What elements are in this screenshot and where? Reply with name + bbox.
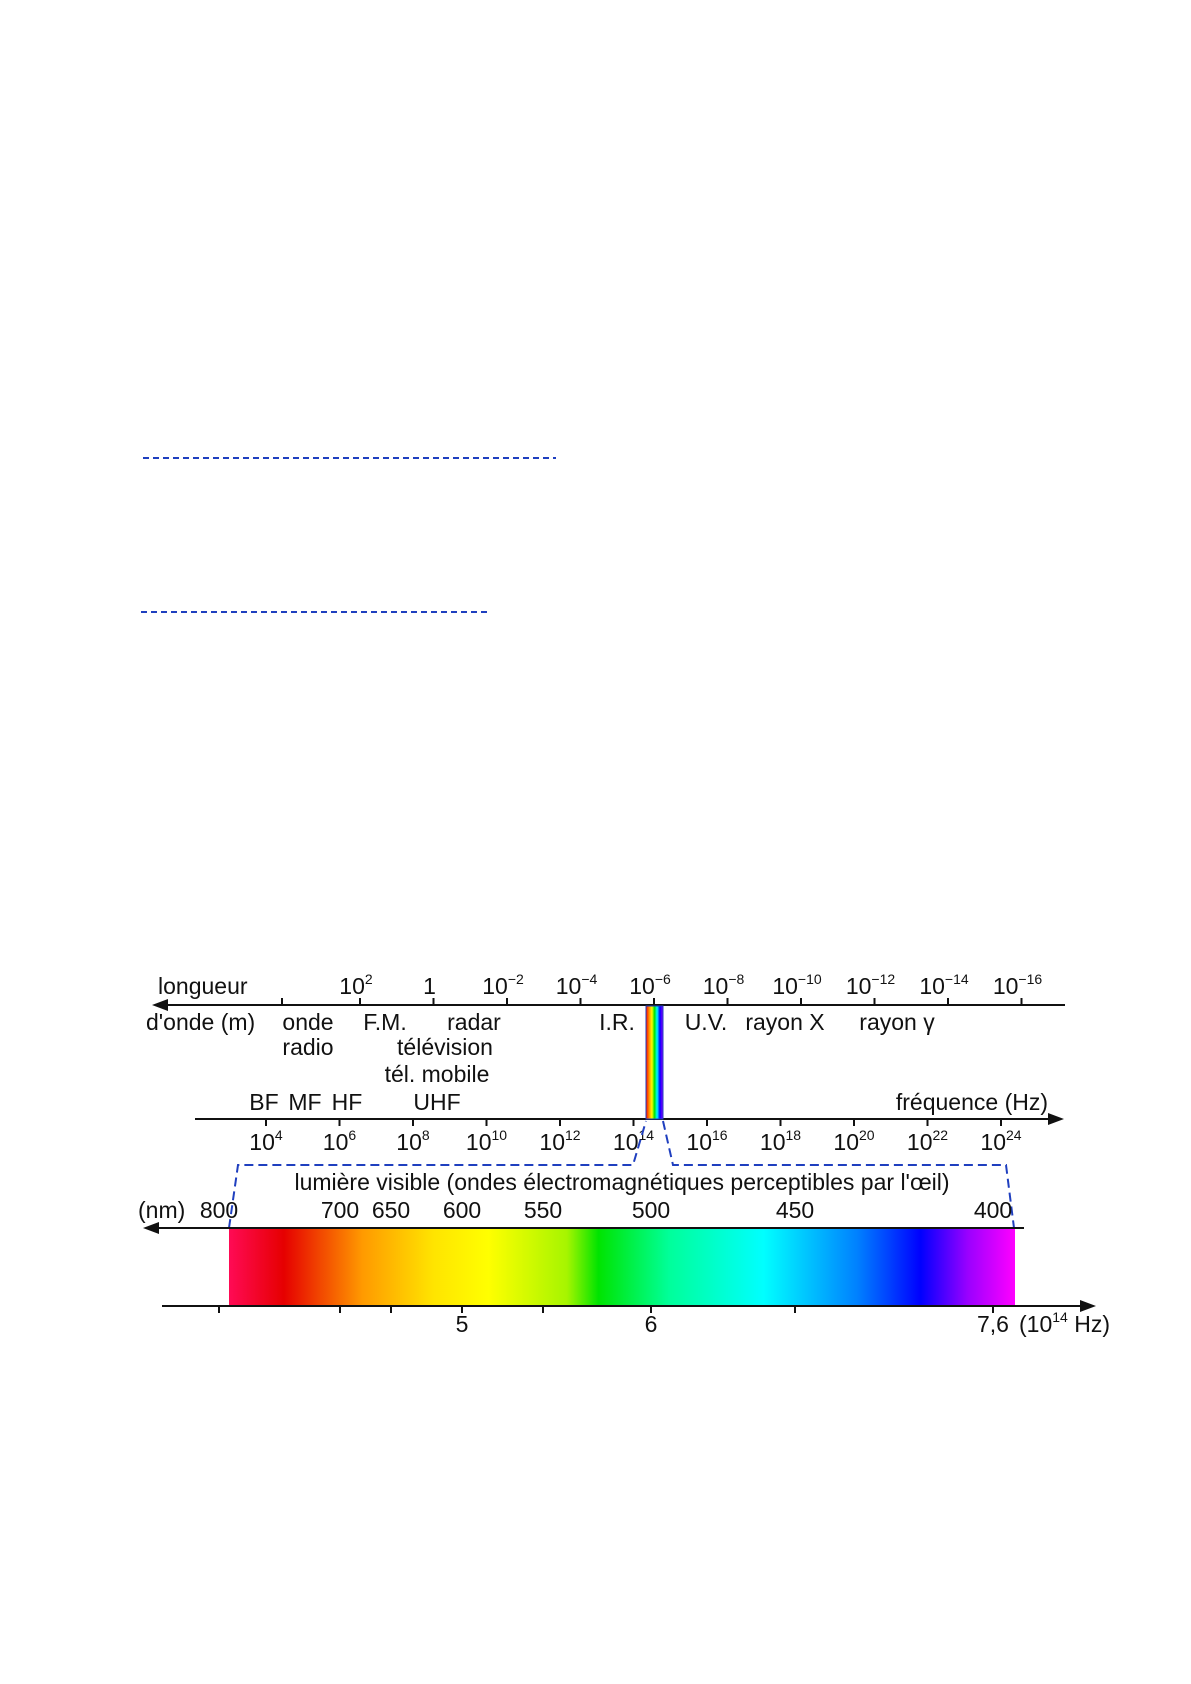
nm-axis-arrow xyxy=(143,1222,159,1234)
wavelength-tick-label: $10^{-8}$ xyxy=(702,971,745,999)
label-hf: HF xyxy=(331,1089,363,1115)
nm-tick-label: 650 xyxy=(371,1197,411,1223)
frequency-tick-label: $10^{10}$ xyxy=(465,1127,508,1155)
visible-frequency-tick-label: 5 xyxy=(455,1311,469,1337)
wavelength-tick-label: $10^{-10}$ xyxy=(772,971,822,999)
nm-unit: (nm) xyxy=(138,1197,186,1223)
label-radar: radar xyxy=(447,1009,501,1035)
frequency-axis-arrow xyxy=(1048,1113,1064,1125)
wavelength-tick-label: $10^{-6}$ xyxy=(629,971,671,999)
visible-frequency-tick-label: 6 xyxy=(644,1311,658,1337)
wavelength-tick-label: $10^{-16}$ xyxy=(992,971,1043,999)
nm-tick-label: 700 xyxy=(320,1197,360,1223)
frequency-tick-label: $10^{12}$ xyxy=(539,1127,581,1155)
visible-freq-unit: ($10^{14}$ Hz) xyxy=(1019,1309,1110,1337)
label-onde: onde xyxy=(282,1009,334,1035)
frequency-tick-label: $10^4$ xyxy=(249,1127,283,1155)
wavelength-tick-label: 1 xyxy=(423,973,436,999)
nm-tick-label: 550 xyxy=(523,1197,563,1223)
nm-tick-label: 400 xyxy=(973,1197,1013,1223)
label-ir: I.R. xyxy=(599,1009,635,1035)
label-rayon-gamma: rayon γ xyxy=(859,1009,935,1035)
frequency-tick-label: $10^{22}$ xyxy=(906,1127,949,1155)
frequency-tick-label: $10^{18}$ xyxy=(759,1127,802,1155)
nm-tick-label: 500 xyxy=(631,1197,671,1223)
frequency-tick-label: $10^{20}$ xyxy=(833,1127,875,1155)
label-bf: BF xyxy=(249,1089,279,1115)
frequency-title: fréquence (Hz) xyxy=(895,1089,1048,1115)
label-rayon-x: rayon X xyxy=(745,1009,825,1035)
wavelength-tick-label: $10^{-14}$ xyxy=(919,971,969,999)
frequency-tick-label: $10^{16}$ xyxy=(686,1127,728,1155)
frequency-tick-label: $10^6$ xyxy=(322,1127,357,1155)
narrow-visible-strip xyxy=(646,1006,663,1119)
frequency-tick-label: $10^8$ xyxy=(396,1127,430,1155)
nm-tick-label: 800 xyxy=(199,1197,239,1223)
label-fm: F.M. xyxy=(363,1009,407,1035)
wavelength-tick-label: $10^{-12}$ xyxy=(845,971,896,999)
label-tel-mobile: tél. mobile xyxy=(384,1061,490,1087)
frequency-tick-label: $10^{14}$ xyxy=(612,1127,655,1155)
wavelength-title-1: longueur xyxy=(158,973,248,999)
label-uhf: UHF xyxy=(413,1089,461,1115)
visible-frequency-tick-label: 7,6 xyxy=(977,1311,1009,1337)
wavelength-tick-label: $10^{-2}$ xyxy=(482,971,524,999)
label-uv: U.V. xyxy=(684,1009,728,1035)
frequency-tick-label: $10^{24}$ xyxy=(980,1127,1022,1155)
label-mf: MF xyxy=(288,1089,322,1115)
visible-title: lumière visible (ondes électromagnétiques perceptibles par l'œil) xyxy=(294,1169,950,1195)
nm-tick-label: 450 xyxy=(775,1197,815,1223)
wavelength-title-2: d'onde (m) xyxy=(146,1009,256,1035)
wavelength-tick-label: $10^{-4}$ xyxy=(555,971,598,999)
wavelength-tick-label: $10^2$ xyxy=(339,971,373,999)
visible-spectrum-bar xyxy=(229,1229,1015,1306)
label-television: télévision xyxy=(397,1034,493,1060)
label-radio: radio xyxy=(282,1034,334,1060)
nm-tick-label: 600 xyxy=(442,1197,482,1223)
